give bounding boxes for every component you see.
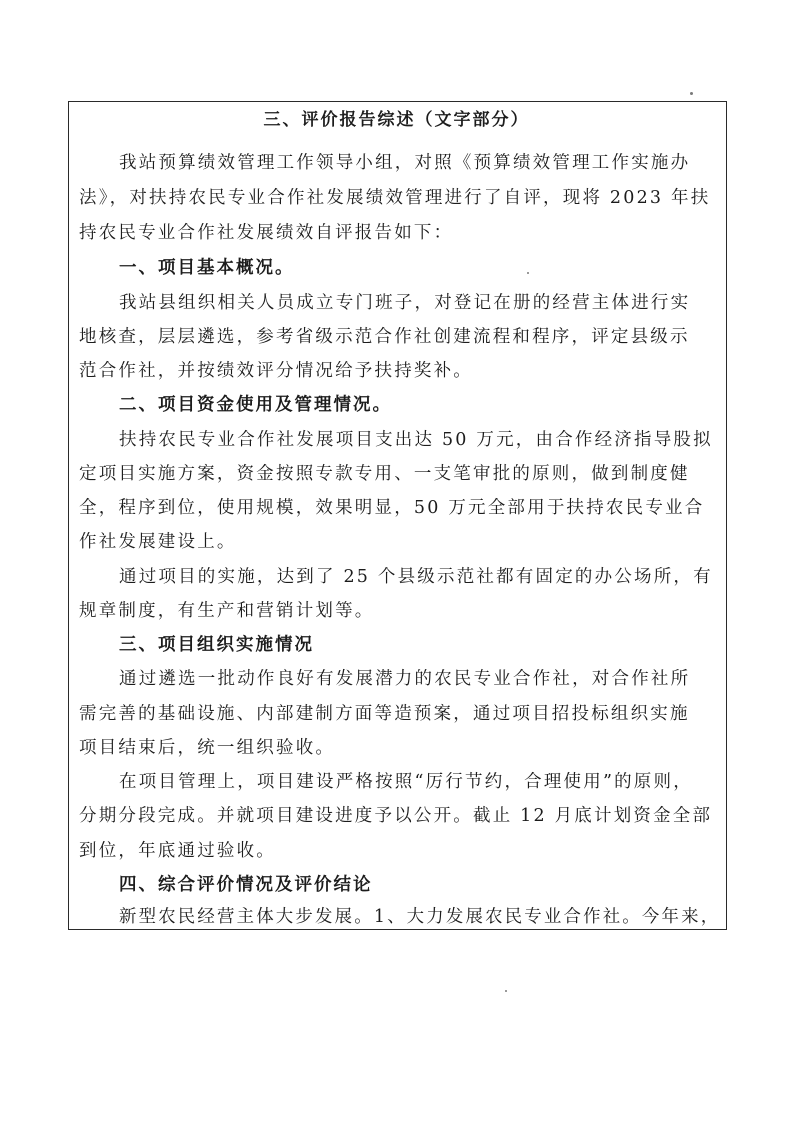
paragraph-line: 我站县组织相关人员成立专门班子，对登记在册的经营主体进行实 <box>119 293 691 313</box>
paragraph-line: 通过遴选一批动作良好有发展潜力的农民专业合作社，对合作社所 <box>119 669 691 689</box>
scan-speck <box>690 92 693 95</box>
paragraph-line: 定项目实施方案，资金按照专款专用、一支笔审批的原则，做到制度健 <box>79 464 690 484</box>
paragraph-line: 通过项目的实施，达到了 25 个县级示范社都有固定的办公场所，有 <box>119 567 713 587</box>
paragraph-line: 需完善的基础设施、内部建制方面等造预案，通过项目招投标组织实施 <box>79 704 690 724</box>
paragraph-line: 持农民专业合作社发展绩效自评报告如下： <box>79 223 454 243</box>
paragraph-line: 新型农民经营主体大步发展。1、大力发展农民专业合作社。今年来， <box>119 907 721 927</box>
paragraph-line: 在项目管理上，项目建设严格按照“厉行节约，合理使用”的原则， <box>119 772 693 792</box>
section-heading: 一、项目基本概况。 <box>119 258 295 278</box>
paragraph-line: 到位，年底通过验收。 <box>79 841 276 861</box>
paragraph-line: 作社发展建设上。 <box>79 532 237 552</box>
scan-speck <box>527 272 529 274</box>
paragraph-line: 我站预算绩效管理工作领导小组，对照《预算绩效管理工作实施办 <box>119 153 691 173</box>
paragraph-line: 项目结束后，统一组织验收。 <box>79 738 336 758</box>
paragraph-line: 法》，对扶持农民专业合作社发展绩效管理进行了自评，现将 2023 年扶 <box>79 188 711 208</box>
paragraph-line: 分期分段完成。并就项目建设进度予以公开。截止 12 月底计划资金全部 <box>79 806 713 826</box>
paragraph-line: 地核查，层层遴选，参考省级示范合作社创建流程和程序，评定县级示 <box>79 327 690 347</box>
paragraph-line: 范合作社，并按绩效评分情况给予扶持奖补。 <box>79 361 473 381</box>
scan-speck <box>505 990 507 992</box>
section-heading: 三、项目组织实施情况 <box>119 635 314 655</box>
paragraph-line: 扶持农民专业合作社发展项目支出达 50 万元，由合作经济指导股拟 <box>119 430 713 450</box>
section-title: 三、评价报告综述（文字部分） <box>263 110 530 130</box>
paragraph-line: 规章制度，有生产和营销计划等。 <box>79 601 375 621</box>
section-heading: 四、综合评价情况及评价结论 <box>119 875 373 895</box>
section-heading: 二、项目资金使用及管理情况。 <box>119 395 392 415</box>
paragraph-line: 全，程序到位，使用规模，效果明显，50 万元全部用于扶持农民专业合 <box>79 498 705 518</box>
